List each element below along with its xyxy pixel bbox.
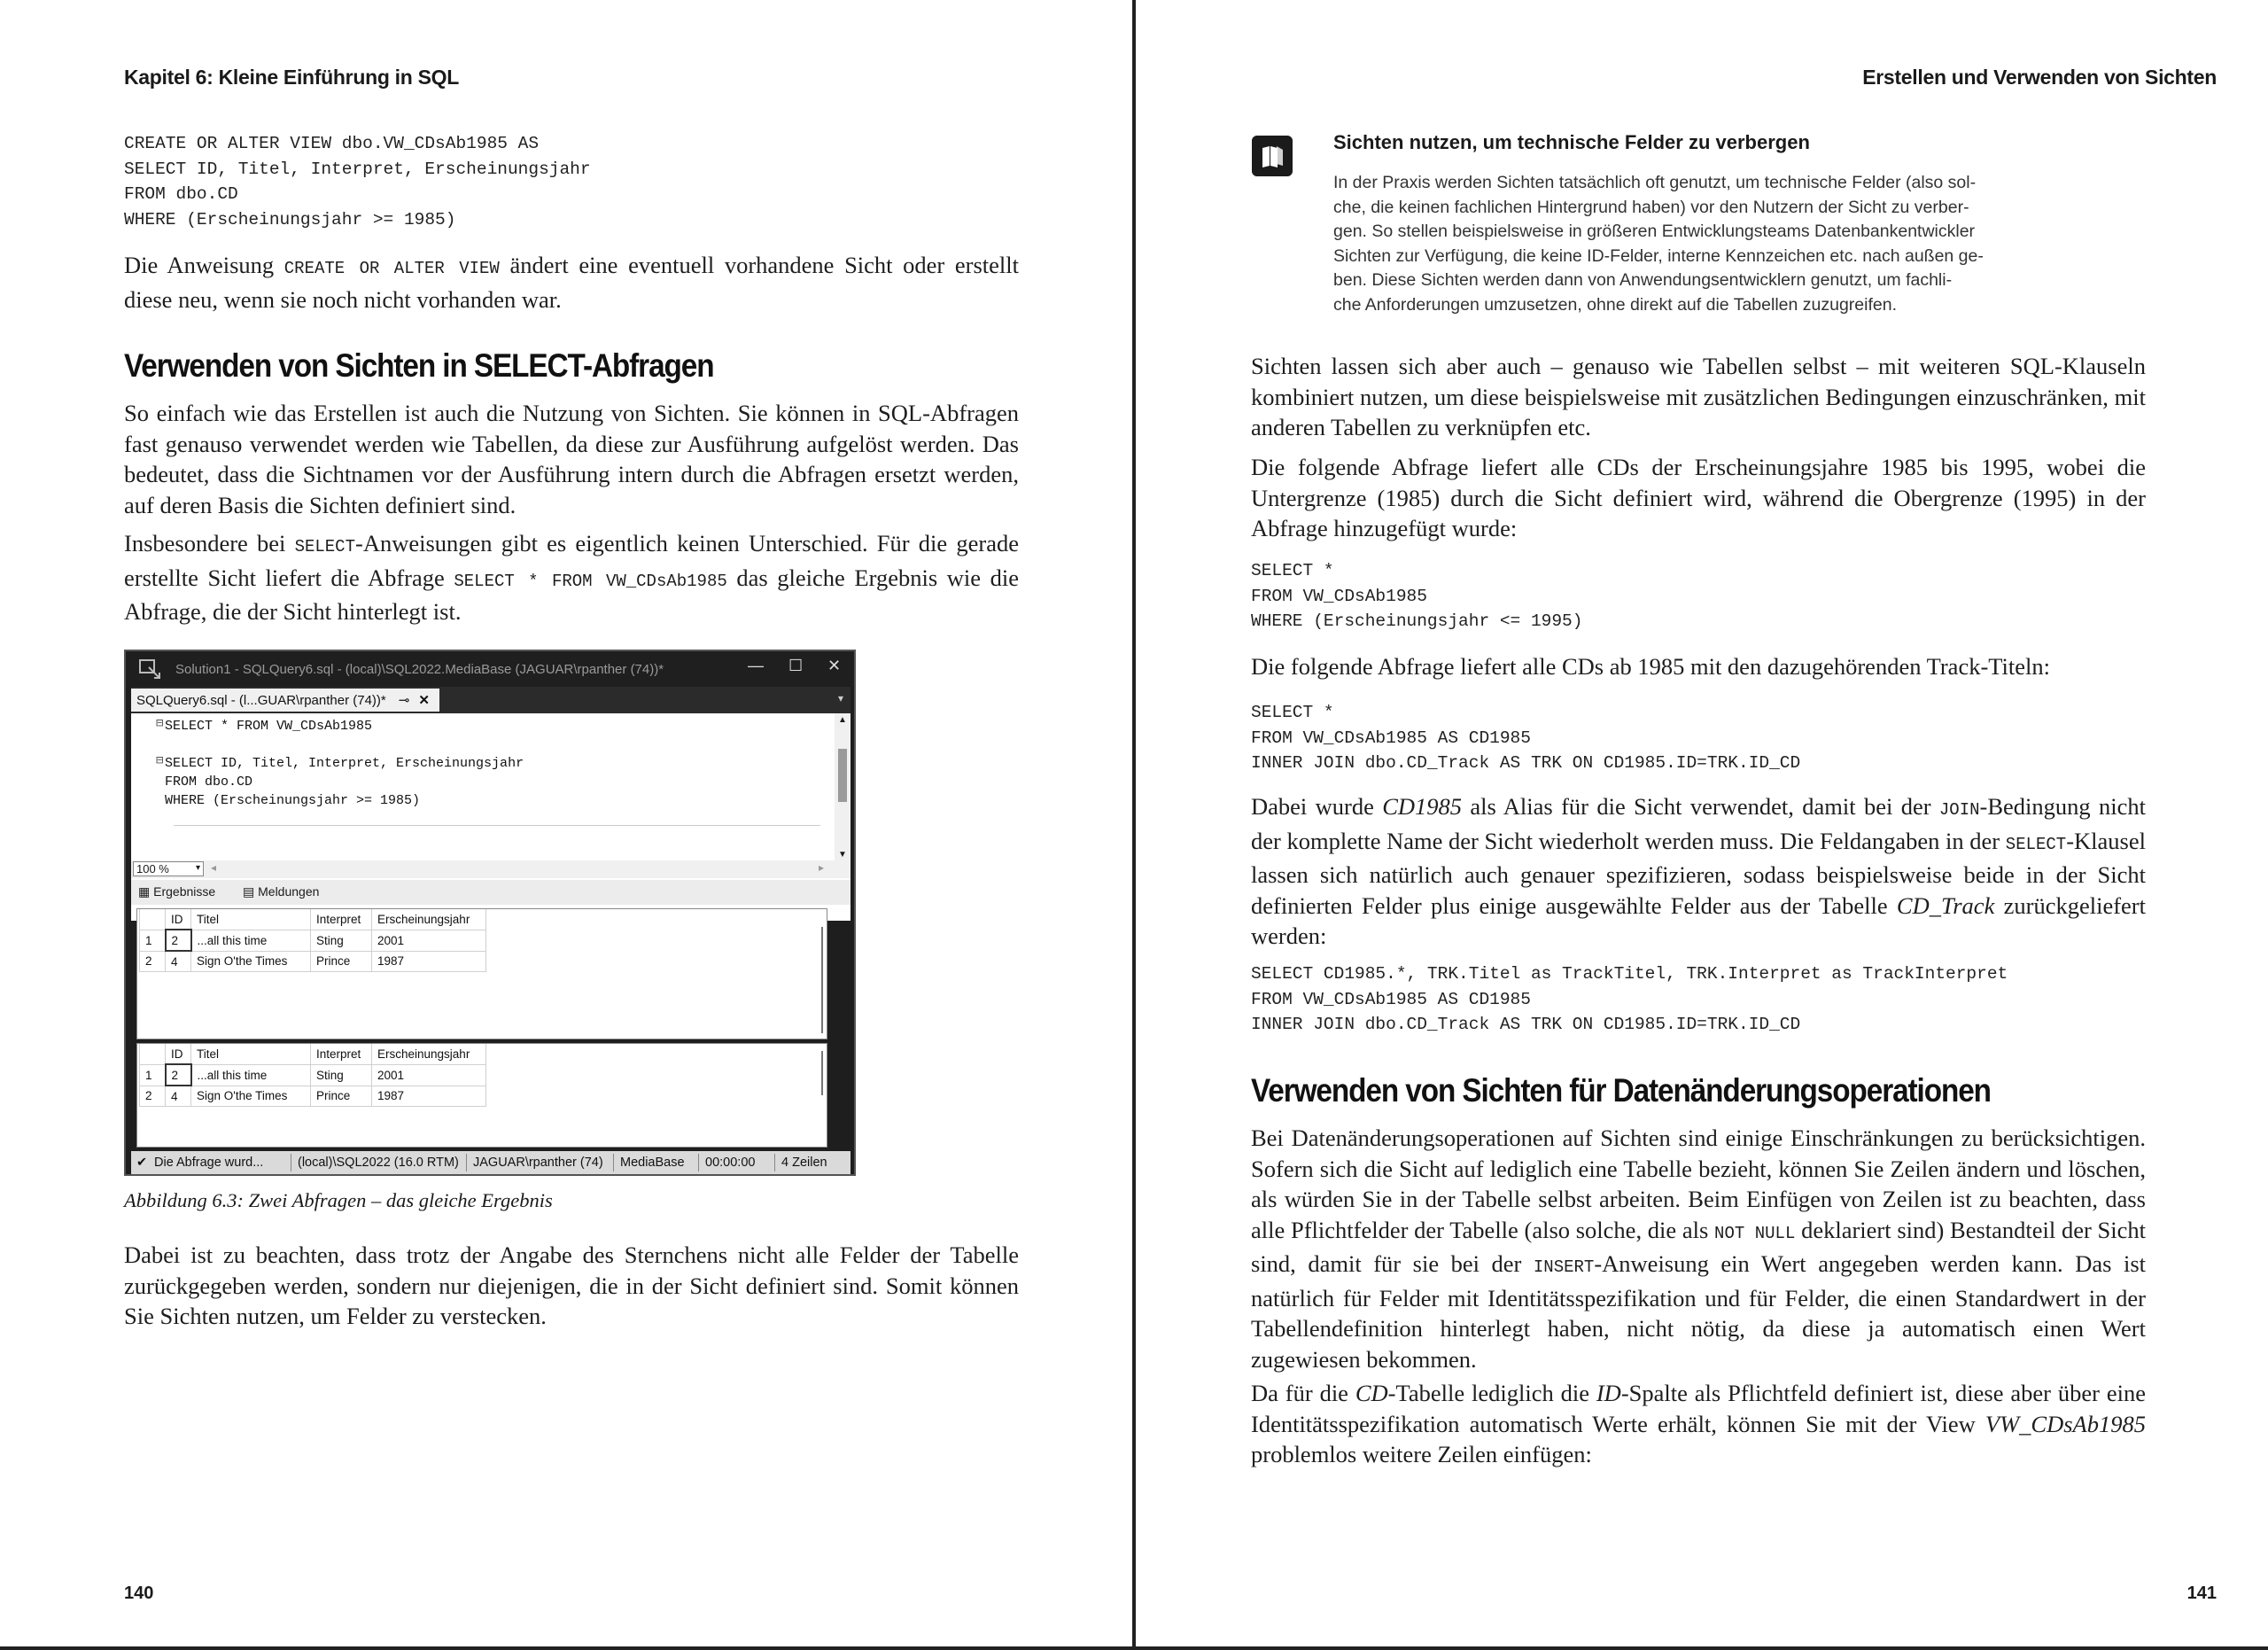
results-grid-2[interactable]: [136, 1043, 827, 1148]
code-block-create-view: CREATE OR ALTER VIEW dbo.VW_CDsAb1985 AS SELECT ID, Titel, Interpret, Erscheinungsjahr FROM dbo.CD WHERE (Erscheinungsjahr >= 1985): [124, 134, 591, 230]
table-cell[interactable]: Prince: [311, 951, 372, 972]
window-title: Solution1 - SQLQuery6.sql - (local)\SQL2022.MediaBase (JAGUAR\rpanther (74))*: [175, 662, 664, 677]
note-line: ben. Diese Sichten werden dann von Anwendungsentwicklern genutzt, um fachli-: [1333, 270, 1953, 290]
table-cell[interactable]: 2: [166, 1064, 191, 1086]
status-database: MediaBase: [620, 1156, 685, 1170]
grid-icon: ▦: [138, 884, 151, 899]
zoom-value: 100 %: [136, 862, 169, 876]
table-cell[interactable]: ...all this time: [191, 1064, 311, 1086]
table-cell[interactable]: Sting: [311, 930, 372, 951]
paragraph-nutzung-von-sichten: So einfach wie das Erstellen ist auch die Nutzung von Sichten. Sie können in SQL-Abfragen fast genauso verwendet werden wie Tabellen, da diese zur Ausführung aufgelöst werden. Das bedeutet, dass die Sichtnamen vor der Ausführung intern durch die Abfragen ersetzt werden, auf deren Basis die Sichten definiert sind.: [124, 400, 1019, 518]
header-cell: Erscheinungsjahr: [372, 909, 486, 930]
editor-scrollbar[interactable]: [835, 713, 850, 864]
grid-scrollbar[interactable]: [821, 927, 823, 1033]
row-number-cell: 2: [140, 1086, 166, 1107]
status-bar: [131, 1151, 850, 1174]
zoom-bar: [131, 860, 850, 878]
note-line: che Anforderungen umzusetzen, ohne direkt auf die Tabellen zuzugreifen.: [1333, 294, 1897, 315]
close-icon[interactable]: ✕: [827, 657, 842, 674]
paragraph-create-or-alter: Die Anweisung CREATE OR ALTER VIEW ändert eine eventuell vorhandene Sicht oder erstellt diese neu, wenn sie noch nicht vorhanden war.: [124, 252, 1020, 313]
tab-ergebnisse[interactable]: ▦ Ergebnisse: [138, 884, 216, 899]
paragraph-sichten-kombiniert: Sichten lassen sich aber auch – genauso wie Tabellen selbst – mit weiteren SQL-Klauseln kombiniert nutzen, um diese beispielsweise mit zusätzlichen Bedingungen einzuschränken, mit anderen Tabellen zu verknüpfen etc.: [1251, 353, 2146, 440]
paragraph-sternchen: Dabei ist zu beachten, dass trotz der Angabe des Sternchens nicht alle Felder der Tabelle zurückgegeben werden, sondern nur diejenigen, die in der Sicht definiert sind. Somit können Sie Sichten nutzen, um Felder zu verstecken.: [124, 1241, 1019, 1329]
row-number-cell: 1: [140, 1064, 166, 1086]
status-user: JAGUAR\rpanther (74): [473, 1156, 603, 1170]
tab-label: SQLQuery6.sql - (l...GUAR\rpanther (74))*: [136, 693, 386, 708]
zoom-select[interactable]: [133, 861, 204, 876]
results-table-1: [139, 909, 486, 972]
ssms-screenshot: [124, 650, 856, 1176]
paragraph-track-titel: Die folgende Abfrage liefert alle CDs ab 1985 mit den dazugehörenden Track-Titeln:: [1251, 653, 2050, 680]
left-page: [0, 0, 1132, 1650]
document-tabbar: [131, 687, 850, 713]
window-titlebar: [126, 651, 854, 687]
table-cell[interactable]: Sting: [311, 1064, 372, 1086]
heading-select-abfragen: Verwenden von Sichten in SELECT-Abfragen: [124, 347, 714, 384]
scroll-right-icon[interactable]: ▸: [818, 861, 824, 874]
table-cell[interactable]: 1987: [372, 951, 486, 972]
table-header-row: [140, 1044, 486, 1064]
note-line: che, die keinen fachlichen Hintergrund haben) vor den Nutzern der Sicht zu verber-: [1333, 197, 1969, 217]
table-cell[interactable]: 4: [166, 951, 191, 972]
header-cell: ID: [166, 1044, 191, 1064]
note-book-icon: [1252, 136, 1293, 176]
code-block-select-fields: SELECT CD1985.*, TRK.Titel as TrackTitel, TRK.Interpret as TrackInterpret FROM VW_CDsAb1985 AS CD1985 INNER JOIN dbo.CD_Track AS TRK ON CD1985.ID=TRK.ID_CD: [1251, 964, 2008, 1034]
paragraph-select-anweisungen: Insbesondere bei SELECT-Anweisungen gibt es eigentlich keinen Unterschied. Für die gerade erstellte Sicht liefert die Abfrage SELECT * FROM VW_CDsAb1985 das gleiche Ergebnis wie die Abfrage, die der Sicht hinterlegt ist.: [124, 530, 1019, 625]
page-number-right: 141: [2186, 1584, 2217, 1603]
table-row[interactable]: [140, 930, 486, 951]
table-cell[interactable]: 4: [166, 1086, 191, 1107]
ssms-app-icon: [138, 658, 161, 680]
editor-divider: [174, 825, 820, 826]
scroll-down-icon[interactable]: ▼: [838, 850, 847, 860]
paragraph-cd-tabelle: Da für die CD-Tabelle lediglich die ID-Spalte als Pflichtfeld definiert ist, diese aber über eine Identitätsspezifikation automatisch Werte erhält, können Sie mit der View VW_CDsAb1985 problemlos weitere Zeilen einfügen:: [1251, 1380, 2146, 1467]
header-cell: ID: [166, 909, 191, 930]
page-bottom-border: [0, 1646, 2268, 1650]
scrollbar-thumb[interactable]: [838, 749, 847, 802]
tab-meldungen[interactable]: ▤ Meldungen: [243, 884, 320, 899]
running-head-right: Erstellen und Verwenden von Sichten: [1862, 66, 2217, 89]
tab-sqlquery6[interactable]: [131, 689, 439, 712]
paragraph-abfrage-1985-1995: Die folgende Abfrage liefert alle CDs der Erscheinungsjahre 1985 bis 1995, wobei die Untergrenze (1985) durch die Sicht definiert wird, während die Obergrenze (1995) in der Abfrage hinzugefügt wurde:: [1251, 454, 2146, 541]
table-cell[interactable]: ...all this time: [191, 930, 311, 951]
messages-icon: ▤: [243, 884, 255, 899]
minimize-icon[interactable]: —: [748, 657, 764, 674]
table-cell[interactable]: 1987: [372, 1086, 486, 1107]
maximize-icon[interactable]: ☐: [788, 657, 804, 674]
heading-datenaenderung: Verwenden von Sichten für Datenänderungsoperationen: [1251, 1072, 1991, 1109]
code-block-where-1995: SELECT * FROM VW_CDsAb1985 WHERE (Erscheinungsjahr <= 1995): [1251, 561, 1583, 631]
scroll-up-icon[interactable]: ▲: [838, 715, 847, 725]
note-line: In der Praxis werden Sichten tatsächlich oft genutzt, um technische Felder (also sol-: [1333, 173, 1977, 192]
results-tabbar: [131, 880, 850, 905]
header-cell: Titel: [191, 1044, 311, 1064]
tab-overflow-chevron-icon[interactable]: ▾: [837, 692, 843, 704]
pin-icon[interactable]: ⊸: [398, 693, 410, 708]
editor-code: SELECT * FROM VW_CDsAb1985 SELECT ID, Titel, Interpret, Erscheinungsjahr FROM dbo.CD WHERE (Erscheinungsjahr >= 1985): [165, 719, 524, 808]
paragraph-alias: Dabei wurde CD1985 als Alias für die Sicht verwendet, damit bei der JOIN-Bedingung nicht der komplette Name der Sicht wiederholt werden muss. Die Feldangaben in der SELECT-Klausel lassen sich natürlich auch genauer spezifizieren, sodass beispielsweise beide in der Sicht definierten Felder plus einige ausgewählte Felder aus der Tabelle CD_Track zurückgeliefert werden:: [1251, 793, 2146, 949]
scroll-left-icon[interactable]: ◂: [211, 861, 217, 874]
tab-close-icon[interactable]: ✕: [418, 693, 430, 708]
results-table-2: [139, 1044, 486, 1107]
header-cell: Interpret: [311, 1044, 372, 1064]
status-ok-icon: ✔: [136, 1156, 148, 1170]
status-separator: [613, 1154, 614, 1171]
header-cell: Titel: [191, 909, 311, 930]
running-head-left: Kapitel 6: Kleine Einführung in SQL: [124, 66, 459, 89]
fold-minus-icon[interactable]: ⊟: [156, 717, 164, 731]
status-separator: [774, 1154, 775, 1171]
figure-caption: Abbildung 6.3: Zwei Abfragen – das gleiche Ergebnis: [124, 1189, 553, 1211]
fold-minus-icon[interactable]: ⊟: [156, 754, 164, 768]
status-separator: [698, 1154, 699, 1171]
table-header-row: [140, 909, 486, 930]
status-server: (local)\SQL2022 (16.0 RTM): [298, 1156, 459, 1170]
table-cell[interactable]: Prince: [311, 1086, 372, 1107]
paragraph-einschraenkungen: Bei Datenänderungsoperationen auf Sichten sind einige Einschränkungen zu berücksichtigen. Sofern sich die Sicht auf lediglich eine Tabelle bezieht, können Sie Zeilen ändern und löschen, als würden Sie in der Tabelle selbst arbeiten. Beim Einfügen von Zeilen ist zu beachten, dass alle Pflichtfelder der Tabelle (also solche, die als NOT NULL deklariert sind) Bestandteil der Sicht sind, damit für sie bei der INSERT-Anweisung ein Wert angegeben werden kann. Das ist natürlich für Felder mit Identitätsspezifikation und für Felder, die einen Standardwert in der Tabellendefinition hinterlegt haben, nicht nötig, da diese ja automatisch einen Wert zugewiesen bekommen.: [1251, 1125, 2147, 1373]
table-cell[interactable]: Sign O'the Times: [191, 951, 311, 972]
note-line: Sichten zur Verfügung, die keine ID-Felder, interne Kennzeichen etc. nach außen ge-: [1333, 245, 1984, 266]
note-title: Sichten nutzen, um technische Felder zu verbergen: [1333, 131, 1810, 153]
header-cell: [140, 909, 166, 930]
table-cell[interactable]: 2001: [372, 1064, 486, 1086]
status-time: 00:00:00: [705, 1156, 756, 1170]
header-cell: Interpret: [311, 909, 372, 930]
status-row-count: 4 Zeilen: [781, 1156, 827, 1170]
note-line: gen. So stellen beispielsweise in größeren Entwicklungsteams Datenbankentwickler: [1333, 222, 1976, 241]
header-cell: Erscheinungsjahr: [372, 1044, 486, 1064]
table-cell[interactable]: 2001: [372, 930, 486, 951]
note-body: [1333, 171, 2062, 317]
header-cell: [140, 1044, 166, 1064]
grid-scrollbar[interactable]: [821, 1051, 823, 1095]
table-cell[interactable]: Sign O'the Times: [191, 1086, 311, 1107]
page-number-left: 140: [124, 1584, 154, 1603]
table-cell[interactable]: 2: [166, 930, 191, 951]
results-grid-1[interactable]: [136, 908, 827, 1039]
status-message: Die Abfrage wurd...: [154, 1156, 264, 1170]
table-row[interactable]: [140, 1086, 486, 1107]
chevron-down-icon: ▾: [195, 863, 200, 873]
row-number-cell: 2: [140, 951, 166, 972]
status-separator: [466, 1154, 467, 1171]
code-block-inner-join: SELECT * FROM VW_CDsAb1985 AS CD1985 INNER JOIN dbo.CD_Track AS TRK ON CD1985.ID=TRK.ID_CD: [1251, 703, 1801, 773]
table-row[interactable]: [140, 1064, 486, 1086]
table-row[interactable]: [140, 951, 486, 972]
row-number-cell: 1: [140, 930, 166, 951]
